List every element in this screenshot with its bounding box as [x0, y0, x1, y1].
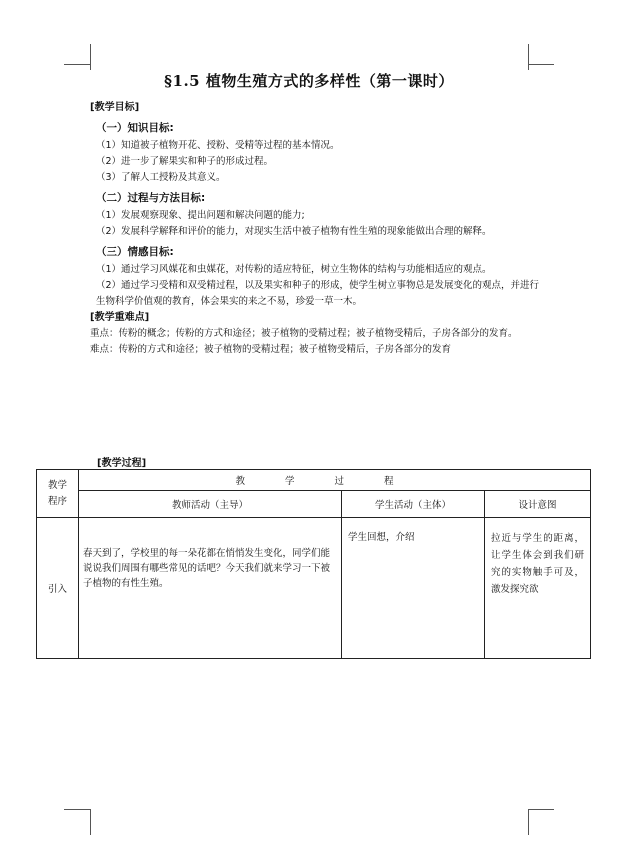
- knowledge-item: （3）了解人工授粉及其意义。: [96, 172, 226, 183]
- crop-mark-bottom-left-h: [64, 809, 90, 810]
- emotion-heading: （三）情感目标:: [96, 246, 174, 258]
- objectives-section: [90, 100, 540, 358]
- emotion-item: （1）通过学习风媒花和虫媒花，对传粉的适应特征，树立生物体的结构与功能相适应的观点。: [96, 264, 492, 275]
- crop-mark-bottom-right-v: [528, 809, 529, 835]
- knowledge-heading: （一）知识目标:: [96, 122, 174, 134]
- crop-mark-top-right-h: [528, 64, 554, 65]
- intent-header: 设计意图: [485, 491, 591, 518]
- focus-heading: [教学重难点]: [90, 312, 150, 323]
- difficult-points: 难点：传粉的方式和途径；被子植物的受精过程；被子植物受精后，子房各部分的发育: [90, 344, 452, 355]
- design-intent: 拉近与学生的距离，让学生体会到我们研究的实物触手可及，激发探究欲: [485, 518, 591, 659]
- teacher-activity: 春天到了，学校里的每一朵花都在悄悄发生变化，同学们能说说我们周围有哪些常见的话吧？今天我们就来学习一下被子植物的有性生殖。: [79, 518, 342, 659]
- emotion-item: （2）通过学习受精和双受精过程，以及果实和种子的形成，使学生树立事物总是发展变化的观点，并进行生物科学价值观的教育，体会果实的来之不易，珍爱一草一木。: [96, 280, 540, 307]
- table-row: [37, 518, 591, 659]
- process-method-heading: （二）过程与方法目标:: [96, 192, 206, 204]
- crop-mark-bottom-left-v: [90, 809, 91, 835]
- knowledge-item: （1）知道被子植物开花、授粉、受精等过程的基本情况。: [96, 140, 340, 151]
- page-title: §1.5 植物生殖方式的多样性（第一课时）: [164, 72, 454, 90]
- process-method-item: （2）发展科学解释和评价的能力，对现实生活中被子植物有性生殖的现象能做出合理的解释。: [96, 226, 492, 237]
- crop-mark-top-left-h: [64, 64, 90, 65]
- knowledge-item: （2）进一步了解果实和种子的形成过程。: [96, 156, 274, 167]
- stage-header: 教学程序: [47, 479, 67, 507]
- student-activity: 学生回想，介绍: [342, 518, 485, 659]
- process-label: [教学过程]: [97, 458, 147, 469]
- student-header: 学生活动（主体）: [342, 491, 485, 518]
- process-header: 教学过程: [79, 470, 591, 491]
- crop-mark-bottom-right-h: [528, 809, 554, 810]
- crop-mark-top-right-v: [528, 44, 529, 70]
- teaching-process-table: [36, 469, 591, 659]
- key-points: 重点：传粉的概念；传粉的方式和途径；被子植物的受精过程；被子植物受精后，子房各部分的发育。: [90, 328, 518, 339]
- process-method-item: （1）发展观察现象、提出问题和解决问题的能力;: [96, 210, 305, 221]
- stage-cell: 引入: [37, 518, 79, 659]
- crop-mark-top-left-v: [90, 44, 91, 70]
- teacher-header: 教师活动（主导）: [79, 491, 342, 518]
- objectives-heading: [教学目标]: [90, 102, 140, 113]
- stage-header-cell: [37, 470, 79, 518]
